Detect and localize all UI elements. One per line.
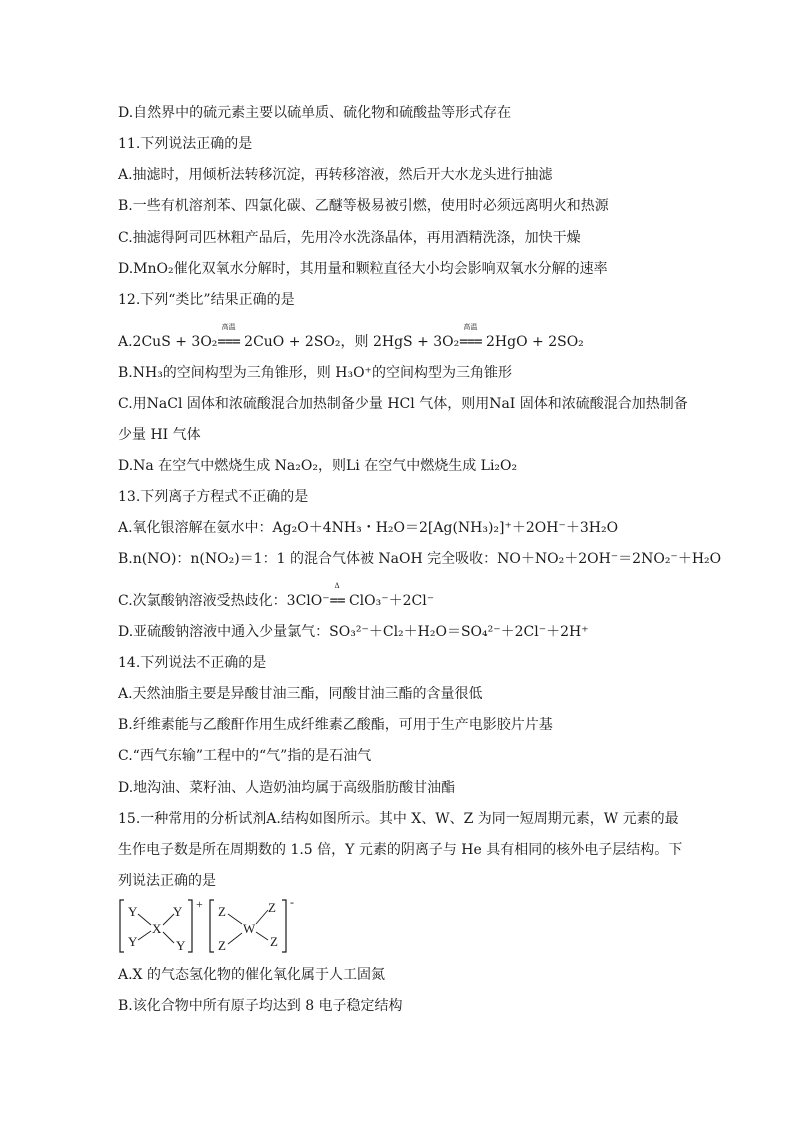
q11-option-b: B.一些有机溶剂苯、四氯化碳、乙醚等极易被引燃，使用时必须远离明火和热源: [118, 198, 609, 214]
cation-ligand-1: Y: [128, 904, 138, 919]
q14-option-a: A.天然油脂主要是异酸甘油三酯，同酸甘油三酯的含量很低: [118, 686, 483, 702]
q13-c-condition: Δ: [334, 582, 340, 590]
anion-bond-2: [256, 910, 268, 924]
q12-a-middle: 2CuO + 2SO₂，则 2HgS + 3O₂: [244, 334, 460, 350]
anion-bracket-left: [210, 900, 214, 952]
q13-c-arrow: [329, 582, 345, 611]
q12-a-arrow-2: [459, 323, 482, 352]
anion-bond-4: [256, 932, 268, 940]
q15-structure-diagram: [118, 896, 318, 956]
cation-center: X: [152, 921, 162, 936]
q15-stem-line2: 生作电子数是所在周期数的 1.5 倍，Y 元素的阴离子与 He 具有相同的核外电子层结构。下: [118, 842, 683, 858]
q14-option-c: C.“西气东输”工程中的“气”指的是石油气: [118, 748, 372, 764]
q12-option-d: D.Na 在空气中燃烧生成 Na₂O₂，则Li 在空气中燃烧生成 Li₂O₂: [118, 458, 518, 474]
q13-option-a: A.氧化银溶解在氨水中：Ag₂O＋4NH₃・H₂O＝2[Ag(NH₃)₂]⁺＋2OH⁻＋3H₂O: [118, 520, 619, 536]
cation-bond-3: [138, 931, 151, 940]
anion-ligand-2: Z: [268, 900, 276, 915]
anion-ligand-4: Z: [270, 934, 278, 949]
q12-option-a: [118, 323, 584, 352]
q13-stem: 13.下列离子方程式不正确的是: [118, 489, 309, 505]
q12-a-condition-2: 高温: [463, 323, 478, 331]
anion-charge: -: [290, 896, 294, 909]
q12-a-reactants: A.2CuS + 3O₂: [118, 334, 218, 350]
q11-option-c: C.抽滤得阿司匹林粗产品后，先用冷水洗涤晶体，再用酒精洗涤，加快干燥: [118, 230, 581, 246]
q12-option-c-line1: C.用NaCl 固体和浓硫酸混合加热制备少量 HCl 气体，则用NaI 固体和浓硫酸混合加热制备: [118, 396, 688, 412]
q12-a-equals-1: ===: [217, 334, 240, 350]
anion-center: W: [243, 921, 256, 936]
anion-bracket-right: [282, 900, 286, 952]
cation-bracket-left: [120, 900, 124, 952]
cation-bond-1: [138, 914, 151, 925]
q13-c-right: ClO₃⁻＋2Cl⁻: [348, 593, 435, 609]
q14-stem: 14.下列说法不正确的是: [118, 655, 267, 671]
cation-ligand-4: Y: [176, 938, 186, 953]
q12-option-c-line2: 少量 HI 气体: [118, 427, 201, 443]
q12-option-b: B.NH₃的空间构型为三角锥形，则 H₃O⁺的空间构型为三角锥形: [118, 365, 512, 381]
q11-option-a: A.抽滤时，用倾析法转移沉淀，再转移溶液，然后开大水龙头进行抽滤: [118, 167, 553, 183]
q15-option-a: A.X 的气态氢化物的催化氧化属于人工固氮: [118, 967, 385, 983]
cation-bracket-right: [188, 900, 192, 952]
q14-option-b: B.纤维素能与乙酸酐作用生成纤维素乙酸酯，可用于生产电影胶片片基: [118, 717, 553, 733]
anion-bond-1: [228, 914, 242, 924]
q13-c-left: C.次氯酸钠溶液受热歧化：3ClO⁻: [118, 593, 330, 609]
cation-charge: +: [196, 897, 203, 911]
anion-ligand-3: Z: [218, 938, 226, 953]
q12-stem: 12.下列“类比”结果正确的是: [118, 292, 295, 308]
q12-a-equals-2: ===: [459, 334, 482, 350]
q11-option-d: D.MnO₂催化双氧水分解时，其用量和颗粒直径大小均会影响双氧水分解的速率: [118, 261, 608, 277]
q13-option-d: D.亚硫酸钠溶液中通入少量氯气：SO₃²⁻＋Cl₂＋H₂O＝SO₄²⁻＋2Cl⁻＋2H⁺: [118, 624, 589, 640]
q13-option-c: [118, 582, 435, 611]
q13-option-b: B.n(NO)：n(NO₂)＝1：1 的混合气体被 NaOH 完全吸收：NO＋NO₂＋2OH⁻＝2NO₂⁻＋H₂O: [118, 551, 722, 567]
q15-stem-line3: 列说法正确的是: [118, 873, 216, 889]
cation-ligand-3: Y: [128, 934, 138, 949]
q12-a-products: 2HgO + 2SO₂: [486, 334, 584, 350]
q14-option-d: D.地沟油、菜籽油、人造奶油均属于高级脂肪酸甘油酯: [118, 780, 456, 796]
cation-ligand-2: Y: [173, 904, 183, 919]
q12-a-arrow-1: [217, 323, 240, 352]
q10-option-d: D.自然界中的硫元素主要以硫单质、硫化物和硫酸盐等形式存在: [118, 105, 512, 121]
anion-ligand-1: Z: [218, 904, 226, 919]
q11-stem: 11.下列说法正确的是: [118, 136, 253, 152]
anion-bond-3: [228, 933, 242, 944]
q15-stem-line1: 15.一种常用的分析试剂A.结构如图所示。其中 X、W、Z 为同一短周期元素，W 元素的最: [118, 811, 679, 827]
q12-a-condition-1: 高温: [221, 323, 236, 331]
q15-option-b: B.该化合物中所有原子均达到 8 电子稳定结构: [118, 998, 403, 1014]
cation-bond-4: [163, 932, 174, 943]
q13-c-equals: ==: [329, 593, 345, 609]
